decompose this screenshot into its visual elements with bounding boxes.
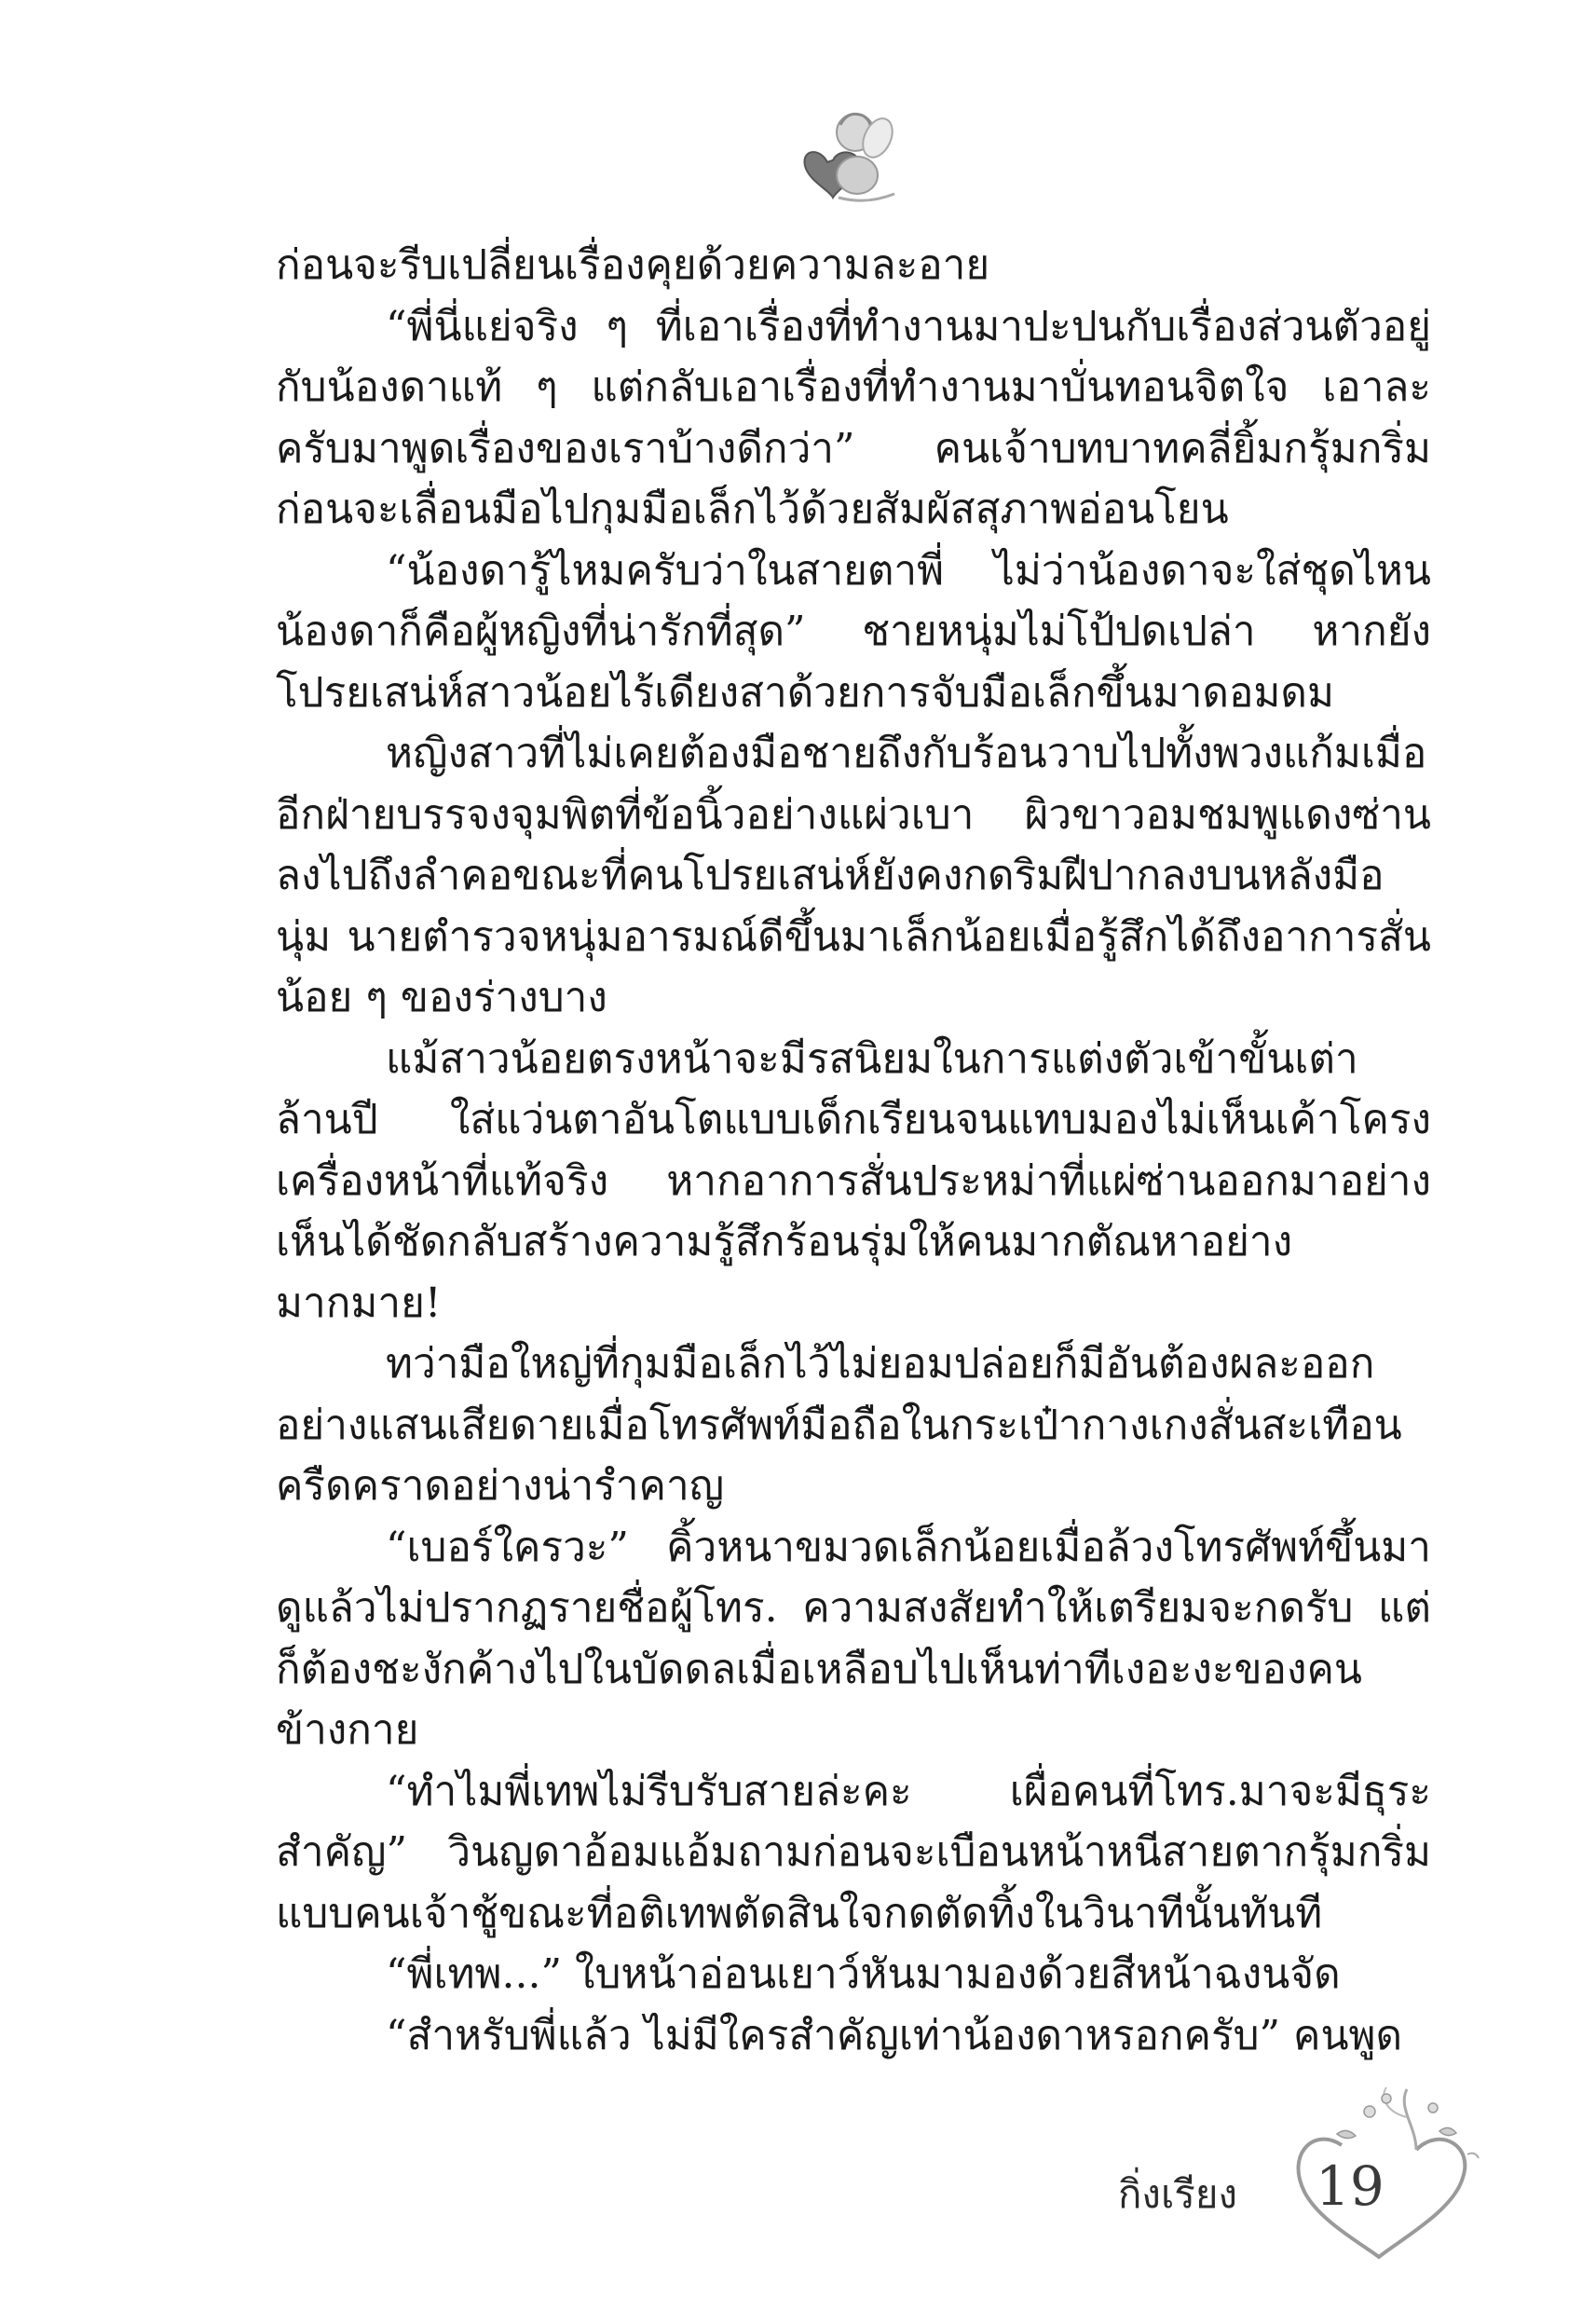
paragraph: หญิงสาวที่ไม่เคยต้องมือชายถึงกับร้อนวาบไปทั้งพวงแก้มเมื่ออีกฝ่ายบรรจงจุมพิตที่ข้อนิ้วอย่างแผ่วเบา ผิวขาวอมชมพูแดงซ่านลงไปถึงลำคอขณะที่คนโปรยเสน่ห์ยังคงกดริมฝีปากลงบนหลังมือนุ่ม นายตำรวจหนุ่มอารมณ์ดีขึ้นมาเล็กน้อยเมื่อรู้สึกได้ถึงอาการสั่นน้อย ๆ ของร่างบาง bbox=[276, 730, 1431, 1021]
paragraph: ทว่ามือใหญ่ที่กุมมือเล็กไว้ไม่ยอมปล่อยก็มีอันต้องผละออกอย่างแสนเสียดายเมื่อโทรศัพท์มือถือในกระเป๋ากางเกงสั่นสะเทือนครืดคราดอย่างน่ารำคาญ bbox=[276, 1340, 1402, 1510]
paragraph: แม้สาวน้อยตรงหน้าจะมีรสนิยมในการแต่งตัวเข้าขั้นเต่าล้านปี ใส่แว่นตาอันโตแบบเด็กเรียนจนแทบมองไม่เห็นเค้าโครงเครื่องหน้าที่แท้จริง หากอาการสั่นประหม่าที่แผ่ซ่านออกมาอย่างเห็นได้ชัดกลับสร้างความรู้สึกร้อนรุ่มให้คนมากตัณหาอย่างมากมาย! bbox=[276, 1034, 1431, 1327]
paragraph: “พี่นี่แย่จริง ๆ ที่เอาเรื่องที่ทำงานมาปะปนกับเรื่องส่วนตัวอยู่กับน้องดาแท้ ๆ แต่กลับเอาเรื่องที่ทำงานมาบั่นทอนจิตใจ เอาละครับมาพูดเรื่องของเราบ้างดีกว่า” คนเจ้าบทบาทคลี่ยิ้มกรุ้มกริ่ม ก่อนจะเลื่อนมือไปกุมมือเล็กไว้ด้วยสัมผัสสุภาพอ่อนโยน bbox=[276, 302, 1431, 533]
cupid-with-heart-ornament bbox=[792, 101, 904, 212]
author-name: กิ่งเรียง bbox=[1118, 2171, 1237, 2217]
paragraph: ก่อนจะรีบเปลี่ยนเรื่องคุยด้วยความละอาย bbox=[276, 241, 990, 289]
paragraph: “พี่เทพ...” ใบหน้าอ่อนเยาว์หันมามองด้วยสีหน้าฉงนจัด bbox=[386, 1950, 1341, 1998]
chapter-body-text bbox=[276, 235, 1431, 2066]
page-number: 19 bbox=[1316, 2154, 1385, 2218]
paragraph: “สำหรับพี่แล้ว ไม่มีใครสำคัญเท่าน้องดาหรอกครับ” คนพูด bbox=[386, 2011, 1403, 2059]
paragraph: “ทำไมพี่เทพไม่รีบรับสายล่ะคะ เผื่อคนที่โทร.มาจะมีธุระสำคัญ” วินญดาอ้อมแอ้มถามก่อนจะเบือนหน้าหนีสายตากรุ้มกริ่มแบบคนเจ้าชู้ขณะที่อติเทพตัดสินใจกดตัดทิ้งในวินาทีนั้นทันที bbox=[276, 1767, 1431, 1937]
paragraph: “เบอร์ใครวะ” คิ้วหนาขมวดเล็กน้อยเมื่อล้วงโทรศัพท์ขึ้นมาดูแล้วไม่ปรากฏรายชื่อผู้โทร. ความสงสัยทำให้เตรียมจะกดรับ แต่ก็ต้องชะงักค้างไปในบัดดลเมื่อเหลือบไปเห็นท่าทีเงอะงะของคนข้างกาย bbox=[276, 1523, 1431, 1754]
paragraph: “น้องดารู้ไหมครับว่าในสายตาพี่ ไม่ว่าน้องดาจะใส่ชุดไหนน้องดาก็คือผู้หญิงที่น่ารักที่สุด” ชายหนุ่มไม่โป้ปดเปล่า หากยังโปรยเสน่ห์สาวน้อยไร้เดียงสาด้วยการจับมือเล็กขึ้นมาดอมดม bbox=[276, 546, 1431, 717]
page-footer bbox=[1099, 2080, 1491, 2266]
